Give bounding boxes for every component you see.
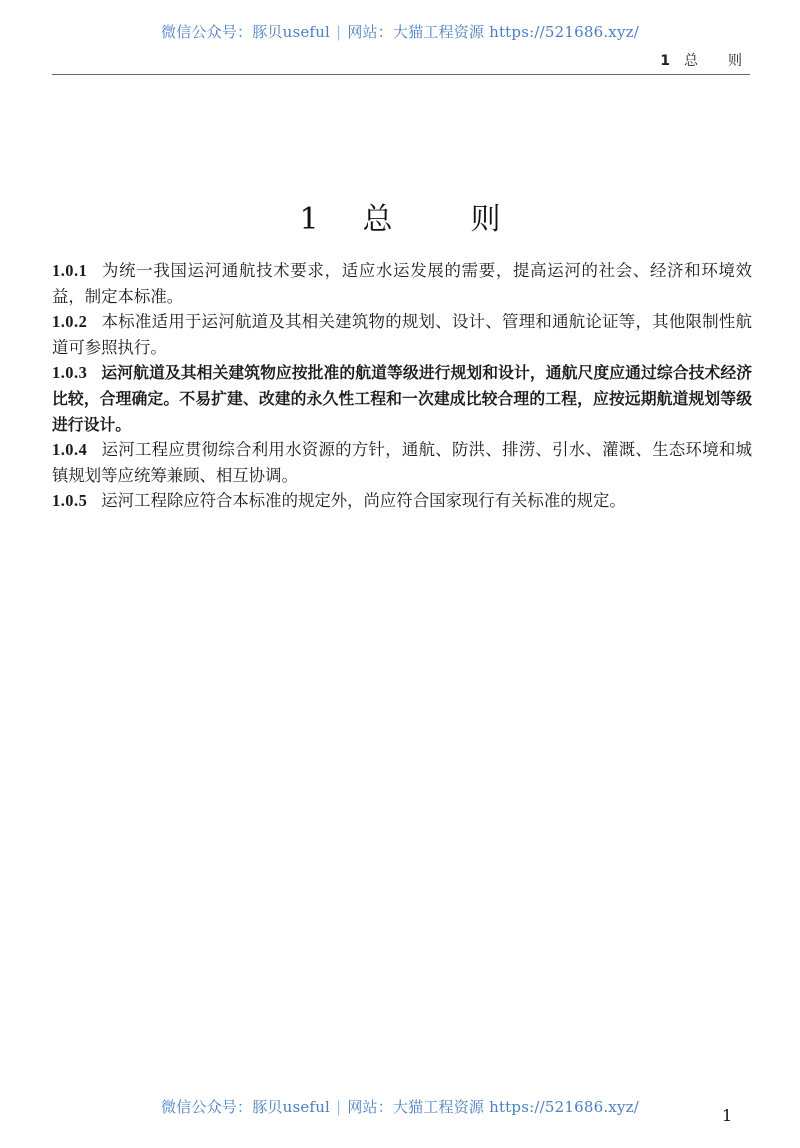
- running-header-word2: 则: [728, 53, 742, 69]
- watermark-separator: |: [336, 1098, 342, 1116]
- clause-text: 为统一我国运河通航技术要求，适应水运发展的需要，提高运河的社会、经济和环境效益，制定本标准。: [52, 261, 752, 306]
- watermark-wechat: 微信公众号：豚贝useful: [161, 23, 331, 41]
- clause-number: 1.0.5: [52, 491, 88, 511]
- clause-1-0-2: [52, 309, 752, 360]
- chapter-number: 1: [299, 202, 319, 237]
- chapter-word2: 则: [470, 202, 501, 237]
- chapter-body: [52, 258, 752, 514]
- clause-number: 1.0.3: [52, 363, 88, 383]
- chapter-title: [0, 194, 800, 238]
- clause-1-0-4: [52, 437, 752, 488]
- chapter-word1: 总: [362, 202, 393, 237]
- clause-number: 1.0.2: [52, 312, 88, 332]
- clause-text: 运河工程除应符合本标准的规定外，尚应符合国家现行有关标准的规定。: [101, 491, 626, 511]
- running-header-word1: 总: [684, 53, 698, 69]
- clause-1-0-5: [52, 488, 752, 514]
- clause-text-mandatory: 运河航道及其相关建筑物应按批准的航道等级进行规划和设计，通航尺度应通过综合技术经济比较，合理确定。不易扩建、改建的永久性工程和一次建成比较合理的工程，应按远期航道规划等级进行设计。: [52, 363, 752, 434]
- clause-1-0-3: [52, 360, 752, 437]
- watermark-separator: |: [336, 23, 342, 41]
- clause-text: 运河工程应贯彻综合利用水资源的方针，通航、防洪、排涝、引水、灌溉、生态环境和城镇规划等应统筹兼顾、相互协调。: [52, 440, 752, 485]
- watermark-wechat: 微信公众号：豚贝useful: [161, 1098, 331, 1116]
- clause-text: 本标准适用于运河航道及其相关建筑物的规划、设计、管理和通航论证等，其他限制性航道可参照执行。: [52, 312, 752, 357]
- clause-number: 1.0.4: [52, 440, 88, 460]
- clause-1-0-1: [52, 258, 752, 309]
- page-number: 1: [722, 1106, 733, 1125]
- watermark-website: 网站：大猫工程资源 https://521686.xyz/: [347, 1098, 639, 1116]
- clause-number: 1.0.1: [52, 261, 88, 280]
- watermark-top: [0, 21, 800, 42]
- watermark-website: 网站：大猫工程资源 https://521686.xyz/: [347, 23, 639, 41]
- running-header: [660, 50, 742, 70]
- header-divider: [52, 74, 750, 75]
- watermark-bottom: [0, 1096, 800, 1117]
- running-header-number: 1: [660, 53, 670, 69]
